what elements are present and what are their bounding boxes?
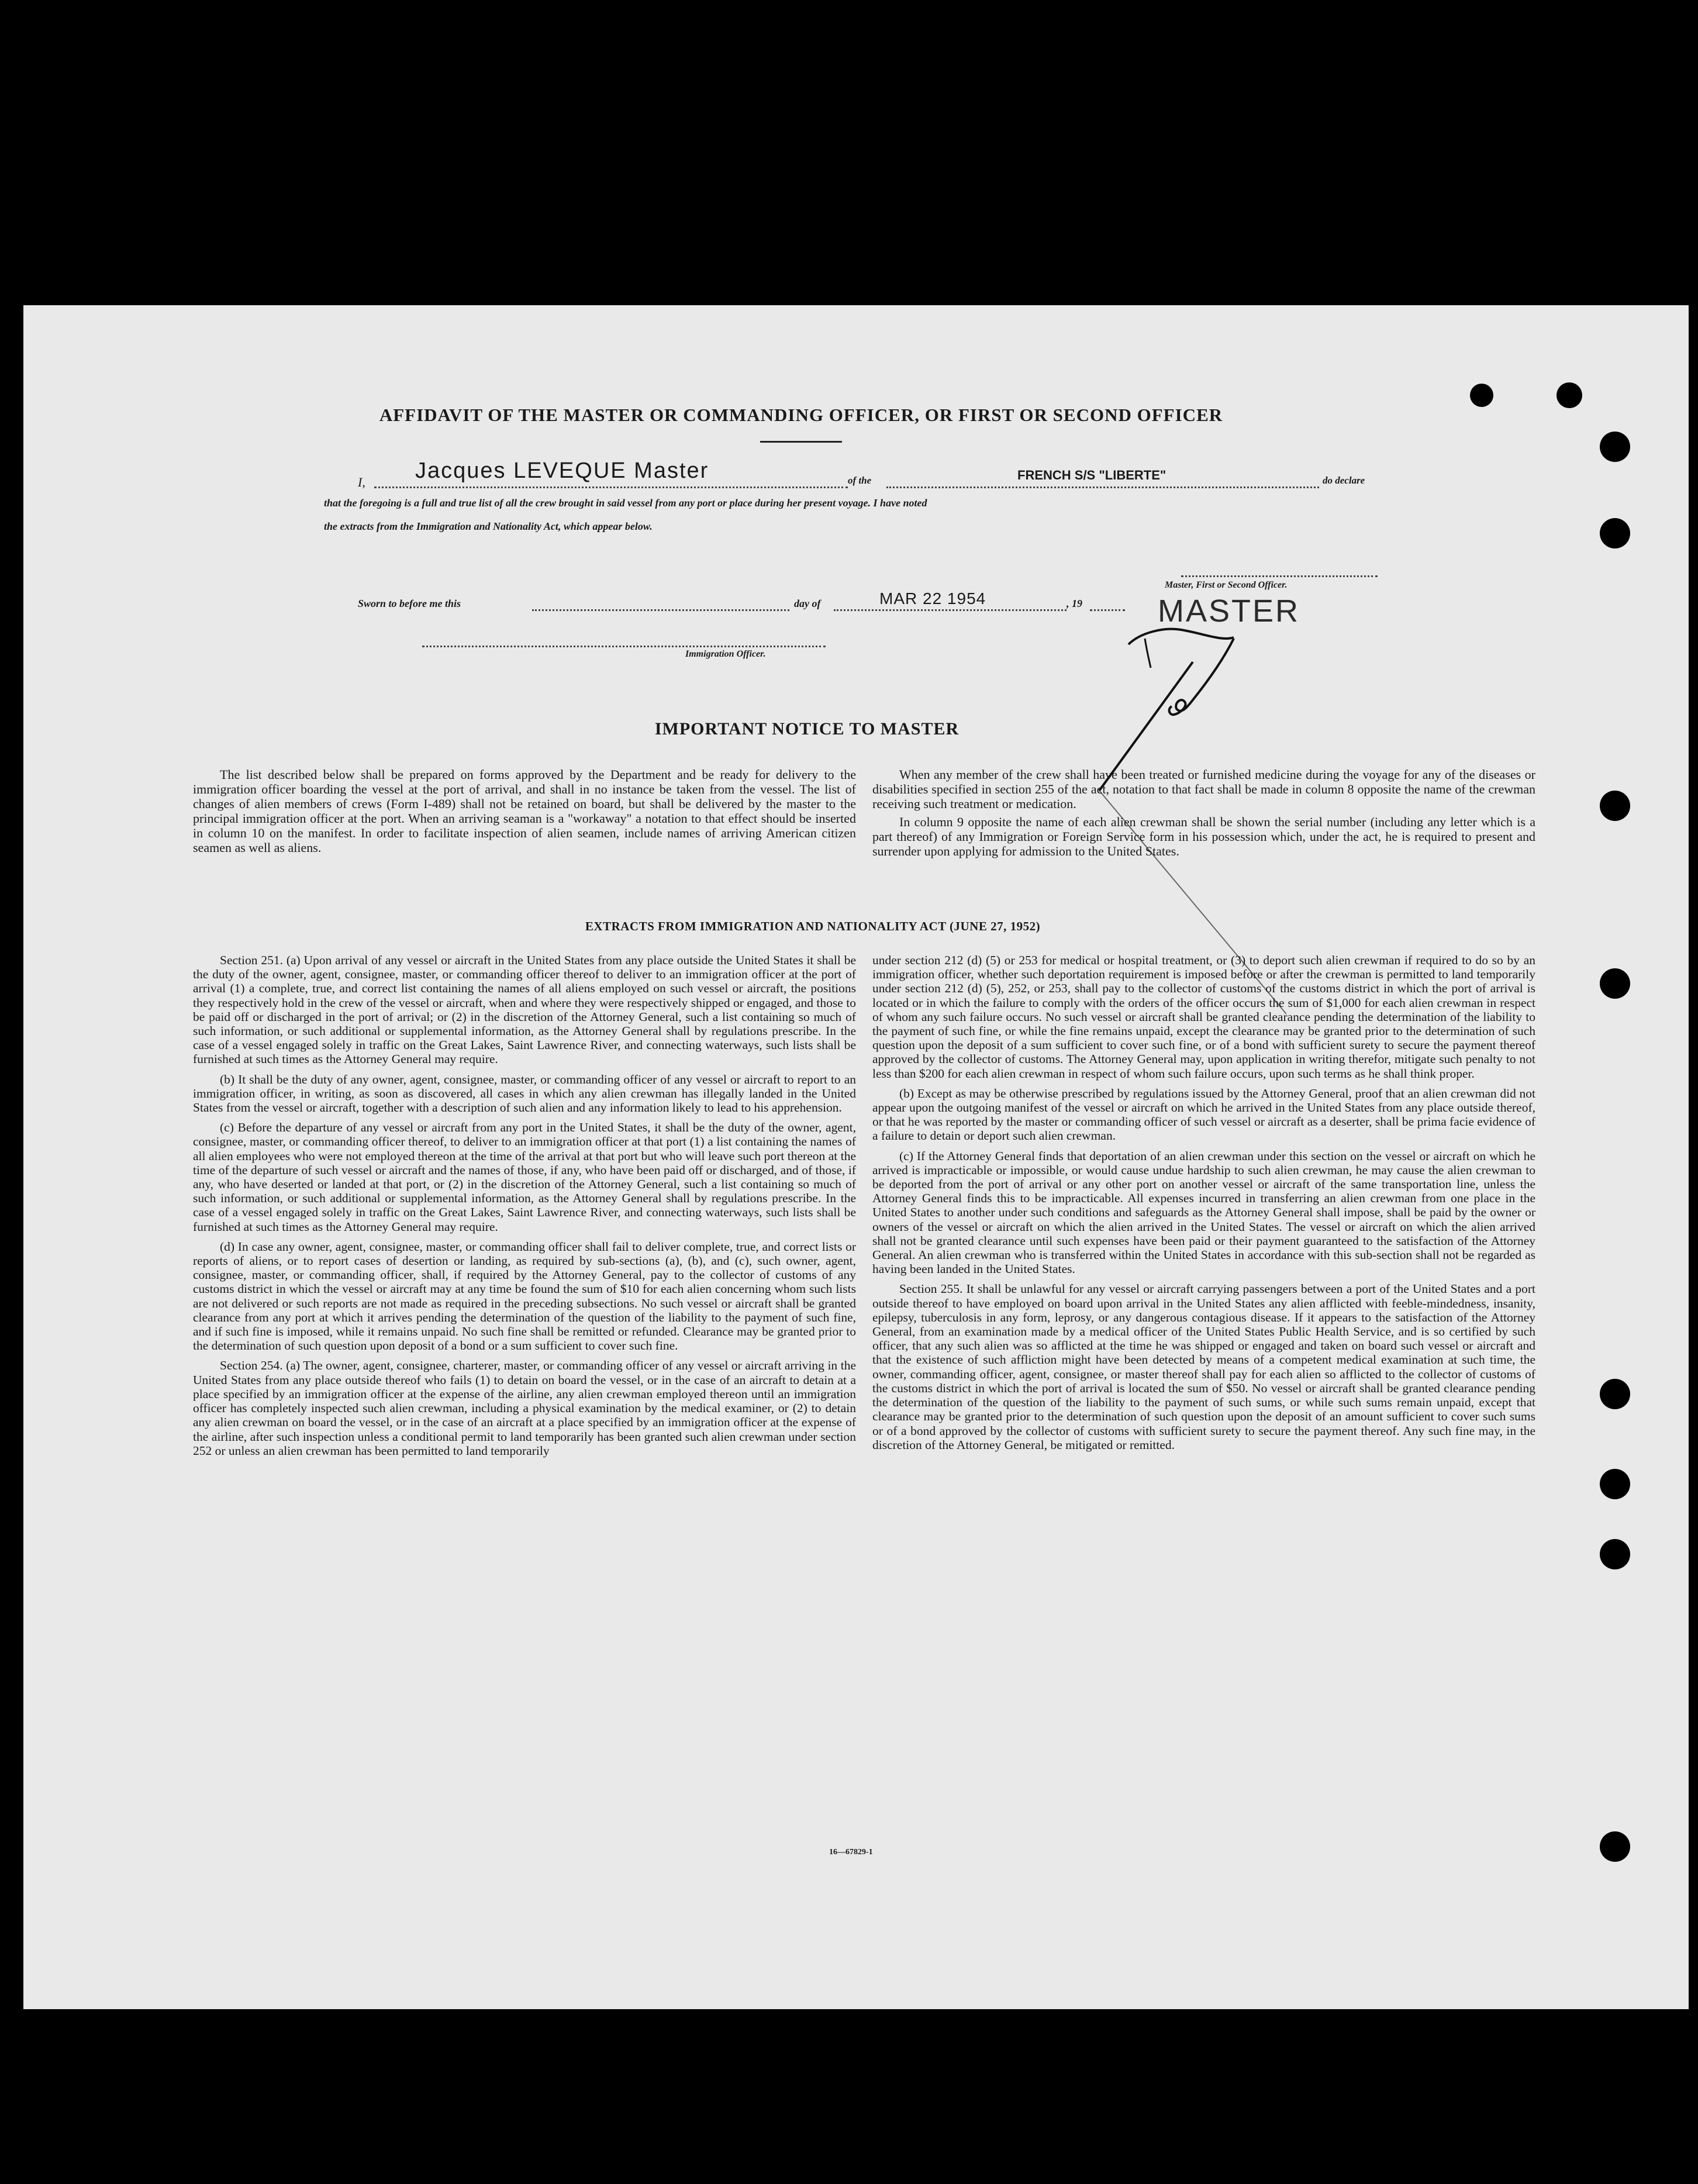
year-label: , 19 [1067, 598, 1082, 609]
notice-right-column [872, 767, 1535, 862]
date-stamp: MAR 22 1954 [879, 589, 986, 608]
binder-hole [1600, 1379, 1630, 1409]
notice-heading: IMPORTANT NOTICE TO MASTER [654, 719, 960, 739]
extract-paragraph: Section 251. (a) Upon arrival of any vessel or aircraft in the United States from any place outside the United States it shall be the duty of the owner, agent, consignee, master, or commanding officer thereof to deliver to an immigration officer at the port of arrival (1) a complete, true, and correct list containing the names of all aliens employed on such vessel or aircraft, the positions they respectively hold in the crew of the vessel or aircraft, when and where they were respectively shipped or engaged, and those to be paid off or discharged in the port of arrival; or (2) in the discretion of the Attorney General, such a list containing so much of such information, or such additional or supplemental information, as the Attorney General shall by regulations prescribe. In the case of a vessel engaged solely in traffic on the Great Lakes, Saint Lawrence River, and connecting waterways, such lists shall be furnished at such times as the Attorney General may require. [193, 953, 856, 1067]
of-the-label: of the [848, 475, 872, 486]
extract-paragraph: under section 212 (d) (5) or 253 for medical or hospital treatment, or (3) to deport such alien crewman if required to do so by an immigration officer, whether such deportation requirement is imposed before or after the crewman is permitted to land temporarily under section 212 (d) (5), 252, or 253, shall pay to the collector of customs of the customs district in which the port of arrival is located or in which the failure to comply with the orders of the officer occurs the sum of $1,000 for each alien crewman in respect of whom any such failure occurs. No such vessel or aircraft shall be granted clearance pending the determination of the liability to the payment of such fine, or while the fine remains unpaid, except the clearance may be granted prior to the determination of such question upon the deposit of a sum sufficient to cover such fine, or of a bond with sufficient surety to secure the payment thereof approved by the collector of customs. The Attorney General may, upon application in writing therefor, mitigate such penalty to not less than $200 for each alien crewman in respect of whom such failure occurs, upon such terms as he shall think proper. [872, 953, 1535, 1081]
master-stamp: MASTER [1158, 594, 1300, 629]
declaration-line-3: the extracts from the Immigration and Nationality Act, which appear below. [324, 520, 653, 532]
name-fill-line [374, 485, 848, 488]
notice-left-column [193, 767, 856, 858]
date-fill-line [834, 608, 1067, 611]
form-number: 16—67829-1 [829, 1848, 873, 1857]
binder-hole [1600, 968, 1630, 999]
title-rule [760, 441, 842, 443]
vessel-name-field: FRENCH S/S "LIBERTE" [1017, 468, 1166, 482]
officer-signature-line [422, 644, 826, 647]
binder-hole [1600, 1469, 1630, 1499]
binder-hole [1600, 518, 1630, 548]
notice-right-paragraph-1: When any member of the crew shall have been treated or furnished medicine during the voyage for any of the diseases or disabilities specified in section 255 of the act, notation to that fact shall be made in column 8 opposite the name of the crewman receiving such treatment or medication. [872, 767, 1535, 811]
master-caption: Master, First or Second Officer. [1165, 580, 1288, 590]
declaration-prefix: I, [358, 475, 365, 489]
binder-hole [1470, 384, 1493, 407]
binder-hole [1556, 382, 1582, 408]
extract-paragraph: (b) Except as may be otherwise prescribed by regulations issued by the Attorney General, proof that an alien crewman did not appear upon the outgoing manifest of the vessel or aircraft on which he arrived in the United States from any place outside thereof, or that he was reported by the master or commanding officer of such vessel or aircraft as a deserter, shall be prima facie evidence of a failure to detain or deport such alien crewman. [872, 1086, 1535, 1143]
extract-paragraph: (c) Before the departure of any vessel or aircraft from any port in the United States, it shall be the duty of the owner, agent, consignee, master, or commanding officer thereof, to deliver to an immigration officer at that port (1) a list containing the names of all alien employees who were not employed thereon at the time of the arrival at that port but who will leave such port thereon at the time of the departure of such vessel or aircraft and the names of those, if any, who have been paid off or discharged, and of those, if any, who have deserted or landed at that port, or (2) in the discretion of the Attorney General, such a list containing so much of such information, or such additional or supplemental information, as the Attorney General shall by regulations prescribe. In the case of a vessel engaged solely in traffic on the Great Lakes, Saint Lawrence River, and connecting waterways, such lists shall be furnished at such times as the Attorney General may require. [193, 1120, 856, 1234]
declaration-line-2: that the foregoing is a full and true list of all the crew brought in said vessel from any port or place during her present voyage. I have noted [324, 497, 927, 509]
day-of-label: day of [794, 598, 821, 609]
extract-paragraph: (b) It shall be the duty of any owner, agent, consignee, master, or commanding officer of any vessel or aircraft to report to an immigration officer, in writing, as soon as discovered, all cases in which any alien crewman has illegally landed in the United States from the vessel or aircraft, together with a description of such alien and any information likely to lead to his apprehension. [193, 1072, 856, 1115]
extract-paragraph: Section 255. It shall be unlawful for any vessel or aircraft carrying passengers between a port of the United States and a port outside thereof to have employed on board upon arrival in the United States any alien afflicted with feeble-mindedness, insanity, epilepsy, tuberculosis in any form, leprosy, or any dangerous contagious disease. If it appears to the satisfaction of the Attorney General, from an examination made by a medical officer of the United States Public Health Service, and is so certified by such officer, that any such alien was so afflicted at the time he was shipped or engaged and taken on board such vessel or aircraft and that the existence of such affliction might have been detected by means of a competent medical examination at such time, the owner, commanding officer, agent, consignee, or master thereof shall pay for each alien so afflicted to the collector of customs of the customs district in which the port of arrival is located the sum of $50. No vessel or aircraft shall be granted clearance pending the determination of the question of the liability to the payment of such sums, or while such sums remain unpaid, except that clearance may be granted prior to the determination of such question upon the deposit of an amount sufficient to cover such sums or of a bond approved by the collector of customs with sufficient surety to secure the payment thereof. Any such fine may, in the discretion of the Attorney General, be mitigated or remitted. [872, 1282, 1535, 1452]
officer-caption: Immigration Officer. [685, 649, 766, 659]
vessel-fill-line [886, 485, 1319, 488]
extracts-heading: EXTRACTS FROM IMMIGRATION AND NATIONALITY ACT (JUNE 27, 1952) [585, 919, 1041, 933]
extracts-right-column [872, 953, 1535, 1458]
master-signature-line [1181, 574, 1378, 577]
extracts-left-column [193, 953, 856, 1464]
binder-hole [1600, 1831, 1630, 1862]
binder-hole [1600, 432, 1630, 462]
sworn-fill-line [532, 608, 789, 611]
binder-hole [1600, 1539, 1630, 1569]
extract-paragraph: (c) If the Attorney General finds that deportation of an alien crewman under this section on the vessel or aircraft on which he arrived is impracticable or impossible, or would cause undue hardship to such alien crewman, he may cause the alien crewman to be deported from the port of arrival or any other port on another vessel or aircraft of the same transportation line, unless the Attorney General finds this to be impracticable. All expenses incurred in transferring an alien crewman from one place in the United States to another under such conditions and safeguards as the Attorney General shall impose, shall be paid by the owner or owners of the vessel or aircraft on which the alien arrived in the United States. The vessel or aircraft on which the alien arrived shall not be granted clearance until such expenses have been paid or their payment guaranteed to the satisfaction of the Attorney General. An alien crewman who is transferred within the United States in accordance with this sub-section shall not be regarded as having been landed in the United States. [872, 1148, 1535, 1276]
extract-paragraph: (d) In case any owner, agent, consignee, master, or commanding officer shall fail to deliver complete, true, and correct lists or reports of aliens, or to report cases of desertion or landing, as required by sub-sections (a), (b), and (c), such owner, agent, consignee, master, or commanding officer, shall, if required by the Attorney General, pay to the collector of customs of any customs district in which the vessel or aircraft may at any time be found the sum of $10 for each alien concerning whom such lists are not delivered or such reports are not made as required in the preceding subsections. No such vessel or aircraft shall be granted clearance from any port at which it arrives pending the determination of the question of the liability to the payment of such fine, and if such fine is imposed, while it remains unpaid. No such fine shall be remitted or refunded. Clearance may be granted prior to the determination of such question upon deposit of a bond or a sum sufficient to cover such fine. [193, 1239, 856, 1353]
binder-hole [1600, 791, 1630, 821]
document-page [23, 305, 1689, 2009]
sworn-label: Sworn to before me this [358, 598, 461, 609]
master-name-field: Jacques LEVEQUE Master [415, 458, 709, 483]
do-declare-label: do declare [1323, 475, 1365, 486]
notice-right-paragraph-2: In column 9 opposite the name of each alien crewman shall be shown the serial number (including any letter which is a part thereof) of any Immigration or Foreign Service form in his possession which, under the act, he is required to present and surrender upon applying for admission to the United States. [872, 815, 1535, 858]
extract-paragraph: Section 254. (a) The owner, agent, consignee, charterer, master, or commanding officer of any vessel or aircraft arriving in the United States from any place outside thereof who fails (1) to detain on board the vessel, or in the case of an aircraft to detain at a place specified by an immigration officer at the expense of the airline, any alien crewman employed thereon until an immigration officer has completely inspected such alien crewman, including a physical examination by the medical examiner, or (2) to detain any alien crewman on board the vessel, or in the case of an aircraft at a place specified by an immigration officer at the expense of the airline, after such inspection unless a conditional permit to land temporarily has been granted such alien crewman under section 252 or unless an alien crewman has been permitted to land temporarily [193, 1358, 856, 1458]
notice-left-paragraph: The list described below shall be prepared on forms approved by the Department and be ready for delivery to the immigration officer boarding the vessel at the port of arrival, and shall in no instance be taken from the vessel. The list of changes of alien members of crews (Form I-489) shall not be retained on board, but shall be delivered by the master to the principal immigration officer at the port. When an arriving seaman is a "workaway" a notation to that effect should be inserted in column 10 on the manifest. In order to facilitate inspection of alien seamen, include names of arriving American citizen seamen as well as aliens. [193, 767, 856, 855]
affidavit-title: AFFIDAVIT OF THE MASTER OR COMMANDING OFFICER, OR FIRST OR SECOND OFFICER [379, 405, 1223, 425]
